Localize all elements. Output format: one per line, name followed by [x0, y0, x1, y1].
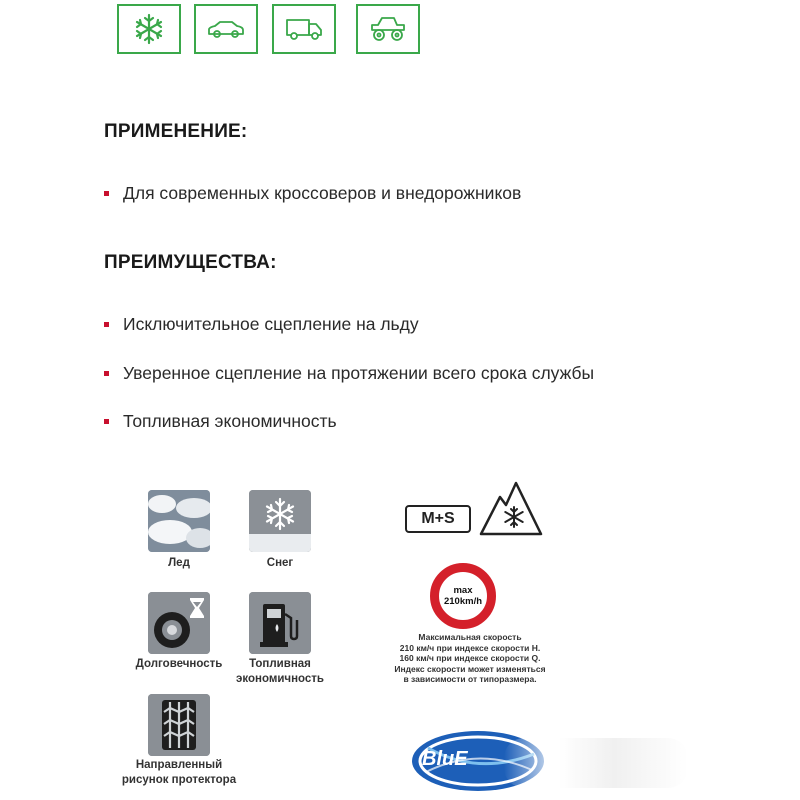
- fuel-tile: [249, 592, 311, 654]
- snowflake-icon: [132, 12, 166, 46]
- tread-label-line2: рисунок протектора: [121, 774, 237, 786]
- list-item: [104, 314, 419, 335]
- snow-label: Снег: [266, 557, 294, 569]
- tread-label: [100, 758, 258, 788]
- tread-pattern-icon: [148, 694, 210, 756]
- application-title: ПРИМЕНЕНИЕ:: [104, 121, 248, 142]
- fuel-label-line2: экономичность: [236, 673, 324, 685]
- speed-note-line: Максимальная скорость: [418, 632, 522, 642]
- fuel-label-line1: Топливная: [249, 658, 311, 670]
- tread-tile: [148, 694, 210, 756]
- speed-note-line: 160 км/ч при индексе скорости Q.: [399, 653, 541, 663]
- durability-label: Долговечность: [135, 658, 223, 670]
- speed-note-line: Индекс скорости может изменяться: [394, 663, 546, 674]
- ms-badge: M+S: [405, 505, 471, 533]
- speed-note-line: в зависимости от типоразмера.: [403, 674, 537, 684]
- snow-tile: [249, 490, 311, 552]
- fuel-label: [225, 657, 335, 687]
- bullet-marker: [104, 371, 109, 376]
- bullet-marker: [104, 191, 109, 196]
- car-icon: [206, 17, 246, 41]
- fuel-pump-icon: [249, 592, 311, 654]
- list-item: [104, 411, 337, 432]
- category-car: [194, 4, 258, 54]
- bullet-marker: [104, 322, 109, 327]
- bullet-text: Уверенное сцепление на протяжении всего срока службы: [123, 363, 595, 383]
- tire-hourglass-icon: [148, 592, 210, 654]
- category-suv: [356, 4, 420, 54]
- category-winter: [117, 4, 181, 54]
- category-van: [272, 4, 336, 54]
- logo-fade: [504, 738, 688, 788]
- advantages-title: ПРЕИМУЩЕСТВА:: [104, 252, 277, 273]
- ice-label: Лед: [168, 557, 190, 569]
- bullet-text: Исключительное сцепление на льду: [123, 314, 419, 334]
- logo-text: BluE: [422, 748, 468, 770]
- ice-tile: [148, 490, 210, 552]
- speed-sign-max: max: [453, 585, 473, 596]
- mountain-snowflake-icon: [478, 479, 544, 537]
- suv-icon: [367, 14, 409, 44]
- speed-note: [370, 632, 570, 685]
- bullet-marker: [104, 419, 109, 424]
- bullet-text: Топливная экономичность: [123, 411, 337, 431]
- tread-label-line1: Направленный: [135, 759, 223, 771]
- van-icon: [284, 15, 324, 43]
- snowflake-icon: [249, 490, 311, 552]
- speed-sign-value: 210km/h: [443, 596, 483, 607]
- list-item: [104, 183, 521, 204]
- speed-limit-sign: [430, 563, 496, 629]
- list-item: [104, 363, 594, 384]
- ice-icon: [148, 490, 210, 552]
- durability-tile: [148, 592, 210, 654]
- blue-earth-logo: [408, 728, 688, 794]
- speed-note-line: 210 км/ч при индексе скорости H.: [399, 642, 541, 653]
- bullet-text: Для современных кроссоверов и внедорожников: [123, 183, 522, 203]
